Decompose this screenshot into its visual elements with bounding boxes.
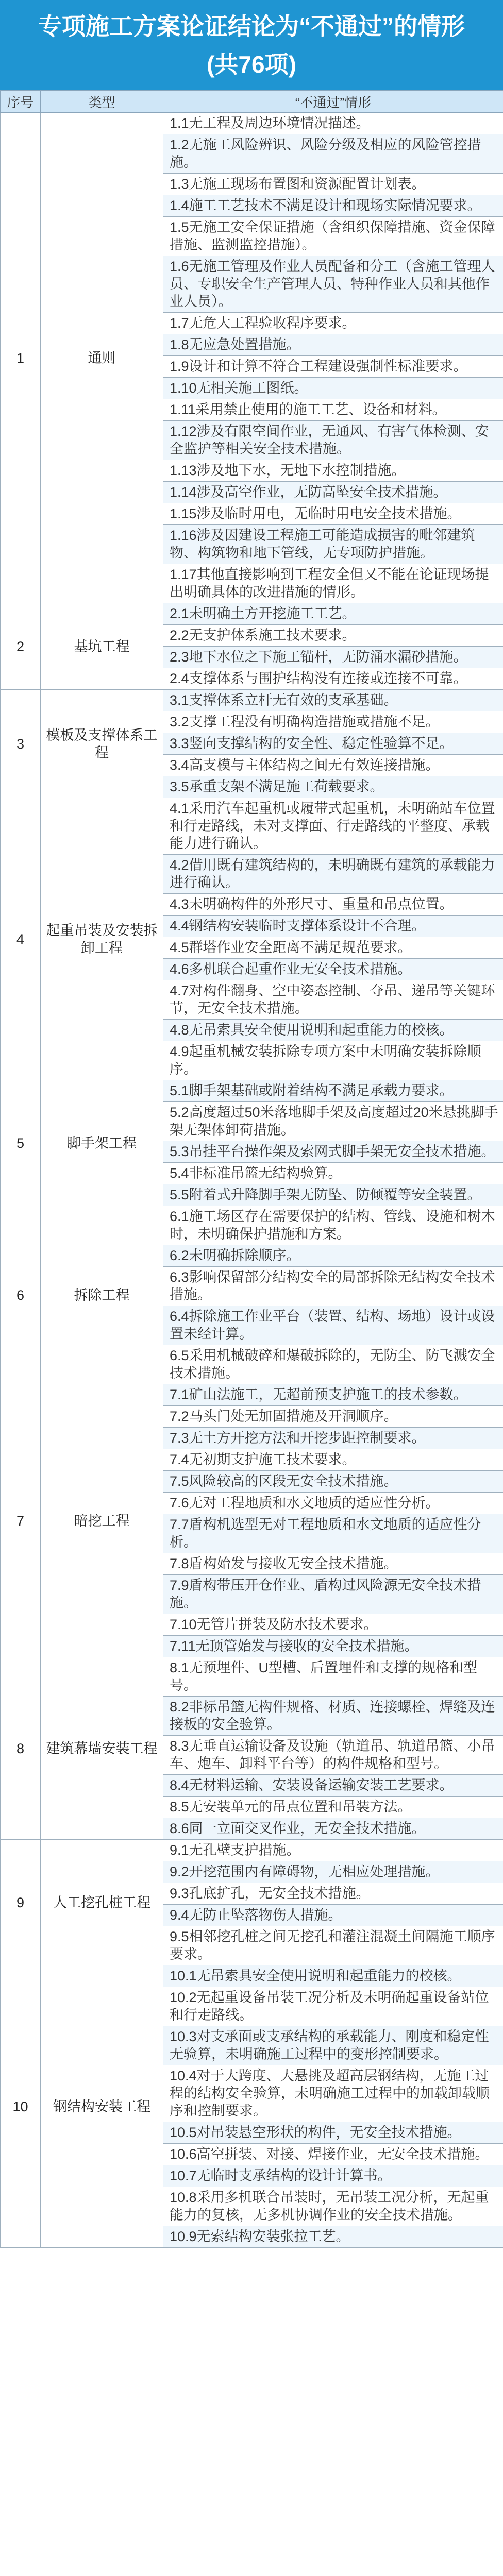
case-item: 6.4拆除施工作业平台（装置、结构、场地）设计或设置未经计算。 bbox=[163, 1306, 503, 1345]
case-item: 3.2支撑工程没有明确构造措施或措施不足。 bbox=[163, 711, 503, 733]
case-item: 9.1无孔壁支护措施。 bbox=[163, 1840, 503, 1861]
group-number: 10 bbox=[1, 1965, 41, 2248]
case-item: 10.2无起重设备吊装工况分析及未明确起重设备站位和行走路线。 bbox=[163, 1987, 503, 2026]
group-type: 钢结构安装工程 bbox=[41, 1965, 163, 2248]
case-item: 7.1矿山法施工，无超前预支护施工的技术参数。 bbox=[163, 1384, 503, 1406]
case-item: 8.1无预埋件、U型槽、后置埋件和支撑的规格和型号。 bbox=[163, 1657, 503, 1697]
case-item: 10.5对吊装悬空形状的构件，无安全技术措施。 bbox=[163, 2122, 503, 2144]
col-index-header: 序号 bbox=[1, 91, 41, 113]
case-item: 2.4支撑体系与围护结构没有连接或连接不可靠。 bbox=[163, 668, 503, 690]
group-number: 4 bbox=[1, 798, 41, 1080]
case-item: 4.7对构件翻身、空中姿态控制、夺吊、递吊等关键环节，无安全技术措施。 bbox=[163, 980, 503, 1020]
group-number: 2 bbox=[1, 603, 41, 690]
table-row bbox=[1, 798, 503, 855]
case-item: 1.11采用禁止使用的施工工艺、设备和材料。 bbox=[163, 399, 503, 421]
table-row bbox=[1, 1657, 503, 1697]
case-item: 5.3吊挂平台操作架及索网式脚手架无安全技术措施。 bbox=[163, 1141, 503, 1163]
case-item: 1.3无施工现场布置图和资源配置计划表。 bbox=[163, 174, 503, 195]
table-row bbox=[1, 1206, 503, 1245]
case-item: 10.4对于大跨度、大悬挑及超高层钢结构，无施工过程的结构安全验算，未明确施工过程中的加载卸载顺序和控制要求。 bbox=[163, 2065, 503, 2122]
case-item: 2.1未明确土方开挖施工工艺。 bbox=[163, 603, 503, 625]
case-item: 3.4高支模与主体结构之间无有效连接措施。 bbox=[163, 755, 503, 776]
case-item: 7.2马头门处无加固措施及开洞顺序。 bbox=[163, 1406, 503, 1428]
case-item: 10.8采用多机联合吊装时，无吊装工况分析，无起重能力的复核，无多机协调作业的安全技术措施。 bbox=[163, 2187, 503, 2226]
case-item: 1.9设计和计算不符合工程建设强制性标准要求。 bbox=[163, 356, 503, 378]
group-number: 6 bbox=[1, 1206, 41, 1384]
case-item: 5.2高度超过50米落地脚手架及高度超过20米悬挑脚手架无架体卸荷措施。 bbox=[163, 1102, 503, 1141]
group-type: 暗挖工程 bbox=[41, 1384, 163, 1657]
page-subtitle: (共76项) bbox=[207, 50, 296, 78]
scheme-table bbox=[0, 90, 503, 2248]
case-item: 8.4无材料运输、安装设备运输安装工艺要求。 bbox=[163, 1775, 503, 1797]
group-type: 人工挖孔桩工程 bbox=[41, 1840, 163, 1965]
table-body bbox=[1, 113, 503, 2248]
case-item: 1.5无施工安全保证措施（含组织保障措施、资金保障措施、监测监控措施）。 bbox=[163, 217, 503, 256]
col-type-header: 类型 bbox=[41, 91, 163, 113]
case-item: 1.1无工程及周边环境情况描述。 bbox=[163, 113, 503, 134]
case-item: 3.3竖向支撑结构的安全性、稳定性验算不足。 bbox=[163, 733, 503, 755]
case-item: 7.10无管片拼装及防水技术要求。 bbox=[163, 1614, 503, 1636]
table-row bbox=[1, 1384, 503, 1406]
group-number: 1 bbox=[1, 113, 41, 603]
case-item: 4.3未明确构件的外形尺寸、重量和吊点位置。 bbox=[163, 894, 503, 916]
case-item: 1.14涉及高空作业，无防高坠安全技术措施。 bbox=[163, 482, 503, 503]
case-item: 5.1脚手架基础或附着结构不满足承载力要求。 bbox=[163, 1080, 503, 1102]
case-item: 5.5附着式升降脚手架无防坠、防倾覆等安全装置。 bbox=[163, 1184, 503, 1206]
case-item: 7.9盾构带压开仓作业、盾构过风险源无安全技术措施。 bbox=[163, 1575, 503, 1614]
table-row bbox=[1, 113, 503, 134]
table-row bbox=[1, 603, 503, 625]
case-item: 7.8盾构始发与接收无安全技术措施。 bbox=[163, 1553, 503, 1575]
case-item: 1.10无相关施工图纸。 bbox=[163, 378, 503, 399]
case-item: 5.4非标准吊篮无结构验算。 bbox=[163, 1163, 503, 1184]
case-item: 7.7盾构机选型无对工程地质和水文地质的适应性分析。 bbox=[163, 1514, 503, 1553]
group-number: 8 bbox=[1, 1657, 41, 1840]
case-item: 3.1支撑体系立杆无有效的支承基础。 bbox=[163, 690, 503, 711]
case-item: 8.5无安装单元的吊点位置和吊装方法。 bbox=[163, 1797, 503, 1818]
case-item: 1.7无危大工程验收程序要求。 bbox=[163, 313, 503, 334]
case-item: 1.12涉及有限空间作业，无通风、有害气体检测、安全监护等相关安全技术措施。 bbox=[163, 421, 503, 460]
group-type: 起重吊装及安装拆卸工程 bbox=[41, 798, 163, 1080]
table-row bbox=[1, 1965, 503, 1987]
group-number: 7 bbox=[1, 1384, 41, 1657]
case-item: 6.2未明确拆除顺序。 bbox=[163, 1245, 503, 1267]
case-item: 10.6高空拼装、对接、焊接作业，无安全技术措施。 bbox=[163, 2144, 503, 2165]
case-item: 9.3孔底扩孔，无安全技术措施。 bbox=[163, 1883, 503, 1905]
case-item: 1.17其他直接影响到工程安全但又不能在论证现场提出明确具体的改进措施的情形。 bbox=[163, 564, 503, 603]
case-item: 1.8无应急处置措施。 bbox=[163, 334, 503, 356]
case-item: 8.6同一立面交叉作业，无安全技术措施。 bbox=[163, 1818, 503, 1840]
case-item: 10.9无索结构安装张拉工艺。 bbox=[163, 2226, 503, 2248]
case-item: 6.1施工场区存在需要保护的结构、管线、设施和树木时，未明确保护措施和方案。 bbox=[163, 1206, 503, 1245]
case-item: 7.6无对工程地质和水文地质的适应性分析。 bbox=[163, 1493, 503, 1514]
page-title: 专项施工方案论证结论为“不通过”的情形 bbox=[38, 12, 465, 40]
case-item: 3.5承重支架不满足施工荷载要求。 bbox=[163, 776, 503, 798]
case-item: 9.4无防止坠落物伤人措施。 bbox=[163, 1905, 503, 1926]
group-type: 脚手架工程 bbox=[41, 1080, 163, 1206]
group-number: 3 bbox=[1, 690, 41, 798]
group-type: 模板及支撑体系工程 bbox=[41, 690, 163, 798]
group-number: 5 bbox=[1, 1080, 41, 1206]
case-item: 4.1采用汽车起重机或履带式起重机，未明确站车位置和行走路线，未对支撑面、行走路线的平整度、承载能力进行确认。 bbox=[163, 798, 503, 855]
table-row bbox=[1, 1840, 503, 1861]
table-header-row bbox=[1, 91, 503, 113]
case-item: 6.3影响保留部分结构安全的局部拆除无结构安全技术措施。 bbox=[163, 1267, 503, 1306]
case-item: 4.9起重机械安装拆除专项方案中未明确安装拆除顺序。 bbox=[163, 1041, 503, 1080]
case-item: 7.5风险较高的区段无安全技术措施。 bbox=[163, 1471, 503, 1493]
case-item: 10.3对支承面或支承结构的承载能力、刚度和稳定性无验算，未明确施工过程中的变形控制要求。 bbox=[163, 2026, 503, 2065]
case-item: 1.2无施工风险辨识、风险分级及相应的风险管控措施。 bbox=[163, 134, 503, 174]
group-type: 拆除工程 bbox=[41, 1206, 163, 1384]
case-item: 7.4无初期支护施工技术要求。 bbox=[163, 1449, 503, 1471]
case-item: 9.5相邻挖孔桩之间无挖孔和灌注混凝土间隔施工顺序要求。 bbox=[163, 1926, 503, 1965]
case-item: 1.16涉及因建设工程施工可能造成损害的毗邻建筑物、构筑物和地下管线，无专项防护措施。 bbox=[163, 525, 503, 564]
case-item: 1.4施工工艺技术不满足设计和现场实际情况要求。 bbox=[163, 195, 503, 217]
case-item: 7.3无土方开挖方法和开挖步距控制要求。 bbox=[163, 1428, 503, 1449]
col-case-header: “不通过”情形 bbox=[163, 91, 503, 113]
table-row bbox=[1, 690, 503, 711]
case-item: 4.6多机联合起重作业无安全技术措施。 bbox=[163, 959, 503, 980]
case-item: 8.3无垂直运输设备及设施（轨道吊、轨道吊篮、小吊车、炮车、卸料平台等）的构件规格和型号。 bbox=[163, 1736, 503, 1775]
case-item: 6.5采用机械破碎和爆破拆除的，无防尘、防飞溅安全技术措施。 bbox=[163, 1345, 503, 1384]
page-header bbox=[0, 0, 503, 90]
case-item: 8.2非标吊篮无构件规格、材质、连接螺栓、焊缝及连接板的安全验算。 bbox=[163, 1697, 503, 1736]
case-item: 4.4钢结构安装临时支撑体系设计不合理。 bbox=[163, 916, 503, 937]
case-item: 4.8无吊索具安全使用说明和起重能力的校核。 bbox=[163, 1020, 503, 1041]
case-item: 10.1无吊索具安全使用说明和起重能力的校核。 bbox=[163, 1965, 503, 1987]
case-item: 1.6无施工管理及作业人员配备和分工（含施工管理人员、专职安全生产管理人员、特种作业人员和其他作业人员）。 bbox=[163, 256, 503, 313]
case-item: 2.2无支护体系施工技术要求。 bbox=[163, 625, 503, 647]
case-item: 9.2开挖范围内有障碍物，无相应处理措施。 bbox=[163, 1861, 503, 1883]
case-item: 2.3地下水位之下施工锚杆，无防涌水漏砂措施。 bbox=[163, 647, 503, 668]
case-item: 4.2借用既有建筑结构的，未明确既有建筑的承载能力进行确认。 bbox=[163, 855, 503, 894]
group-number: 9 bbox=[1, 1840, 41, 1965]
table-row bbox=[1, 1080, 503, 1102]
case-item: 4.5群塔作业安全距离不满足规范要求。 bbox=[163, 937, 503, 959]
case-item: 1.15涉及临时用电，无临时用电安全技术措施。 bbox=[163, 503, 503, 525]
group-type: 建筑幕墙安装工程 bbox=[41, 1657, 163, 1840]
group-type: 基坑工程 bbox=[41, 603, 163, 690]
case-item: 7.11无顶管始发与接收的安全技术措施。 bbox=[163, 1636, 503, 1657]
group-type: 通则 bbox=[41, 113, 163, 603]
case-item: 1.13涉及地下水，无地下水控制措施。 bbox=[163, 460, 503, 482]
case-item: 10.7无临时支承结构的设计计算书。 bbox=[163, 2165, 503, 2187]
